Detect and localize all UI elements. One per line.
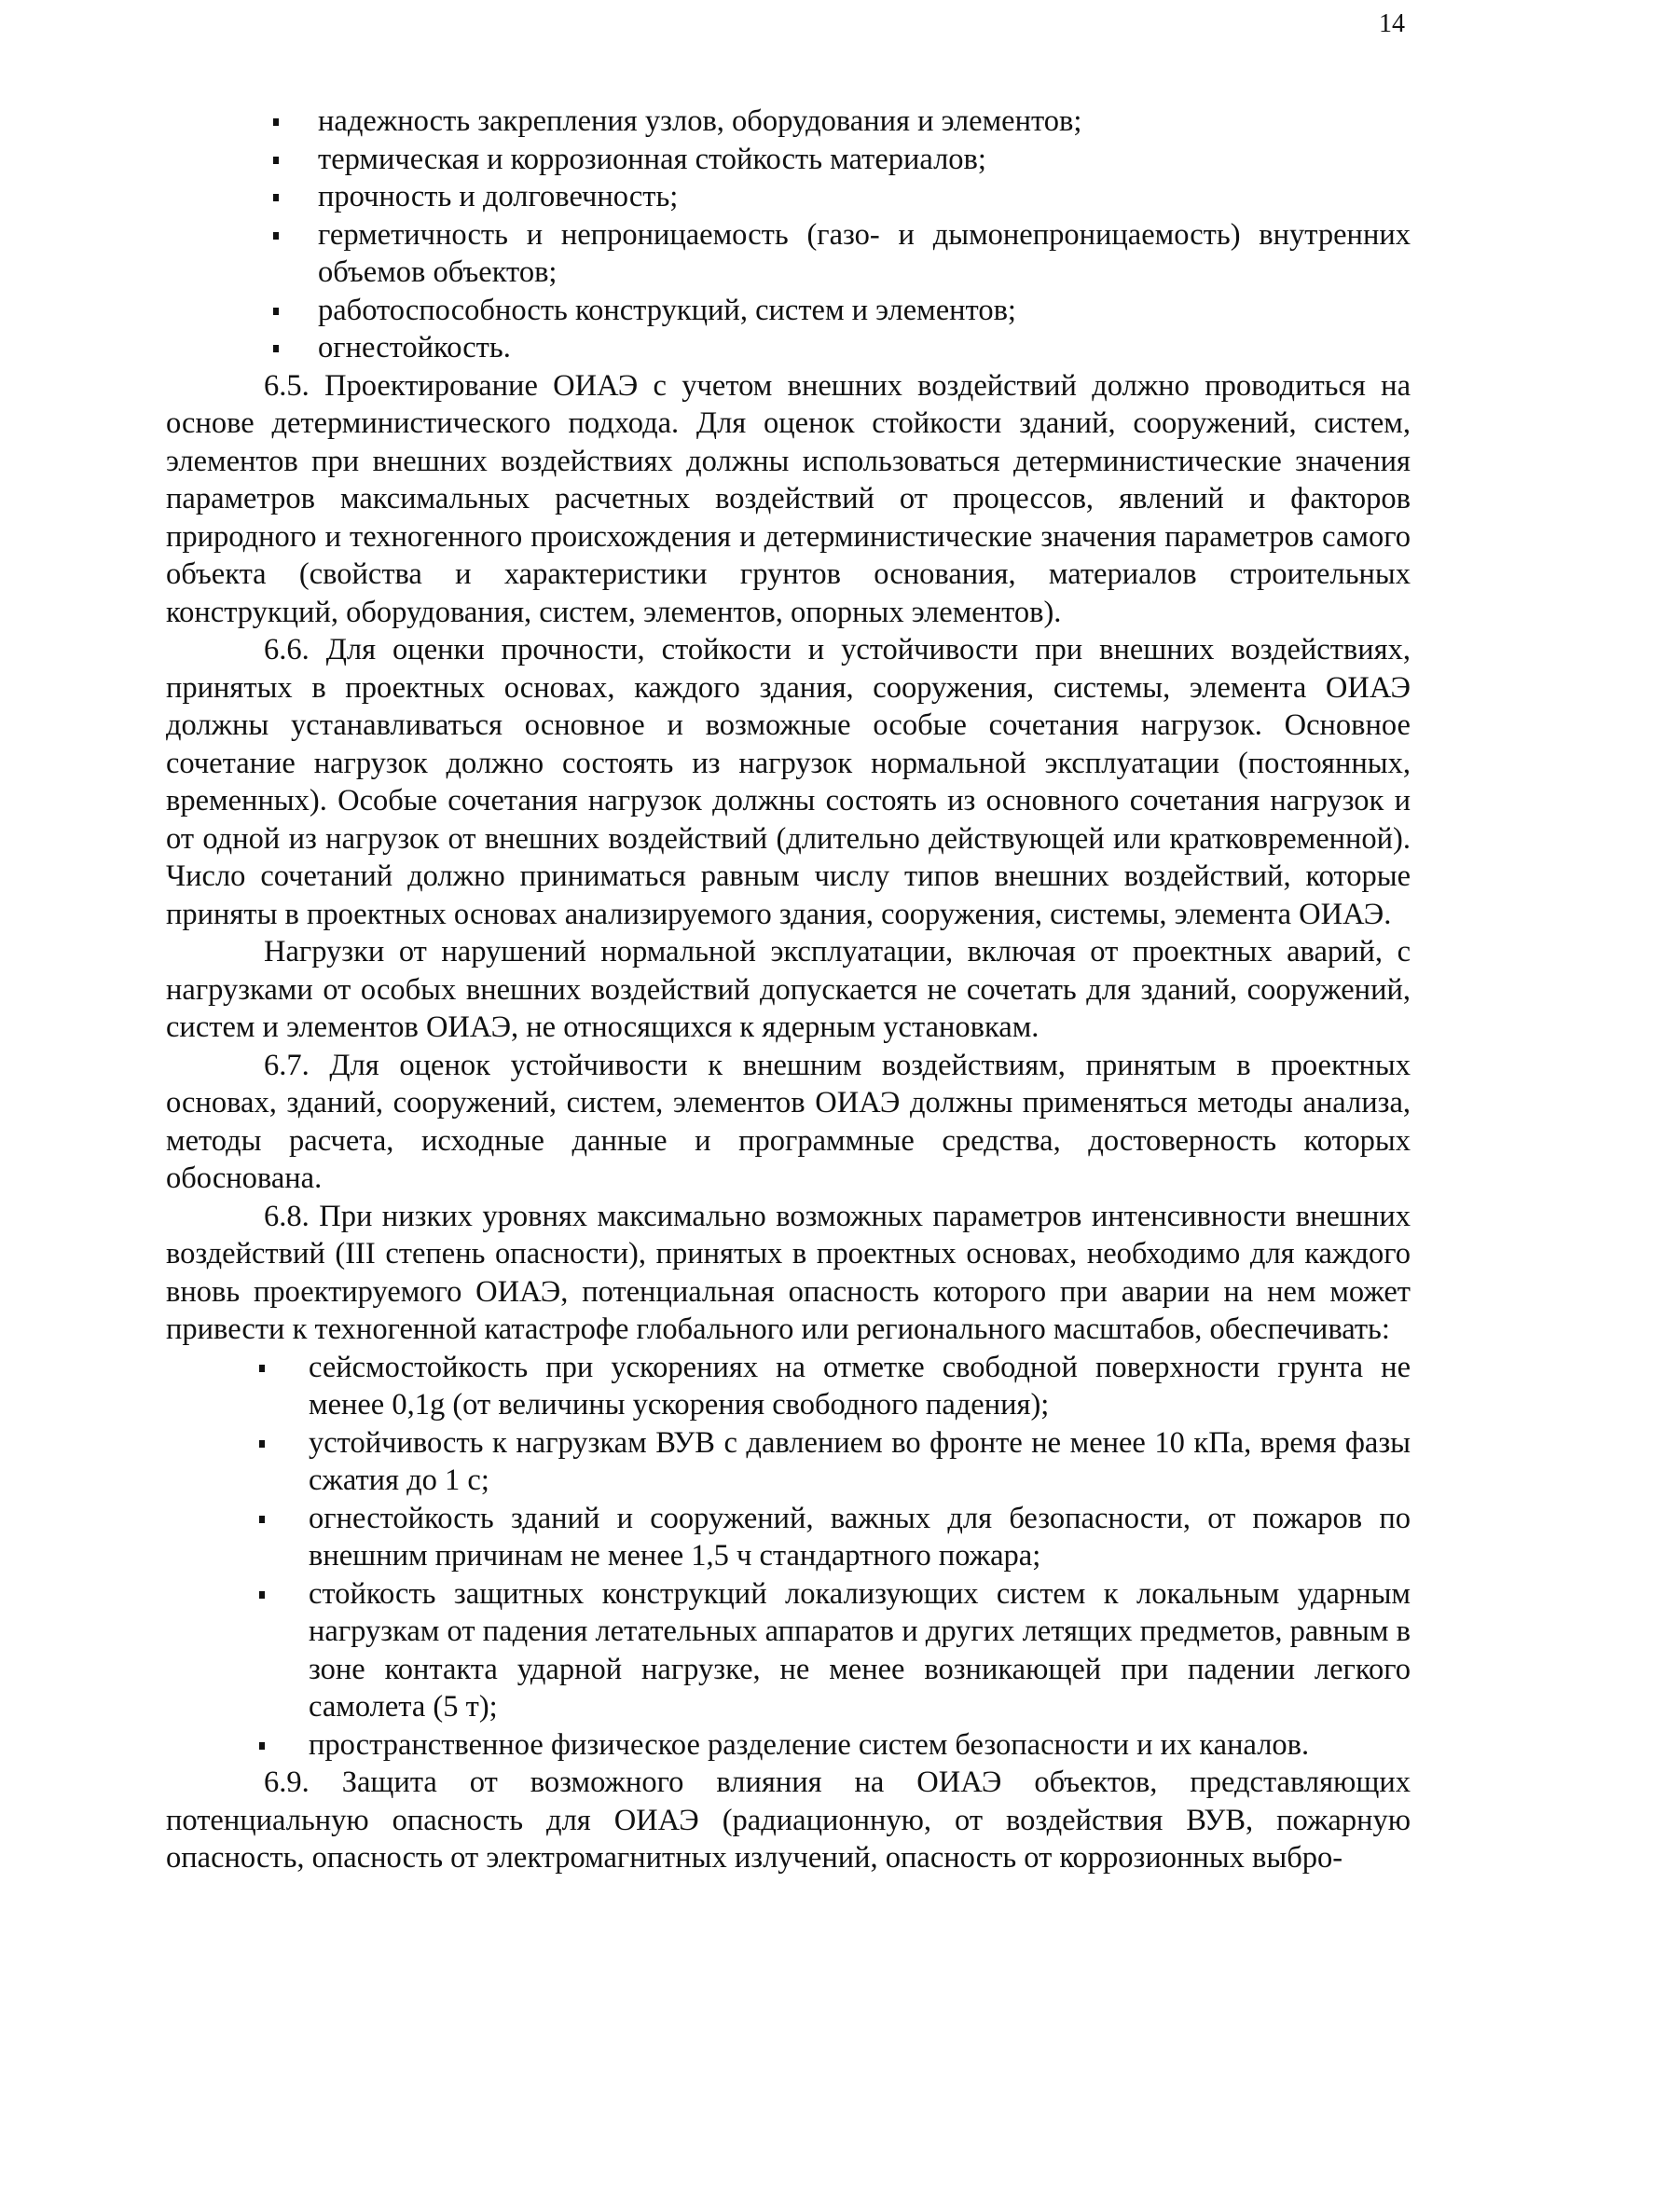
list-item: надежность закрепления узлов, оборудования и элементов; [166, 103, 1411, 141]
paragraph-6-8: 6.8. При низких уровнях максимально возможных параметров интенсивности внешних воздействий (III степень опасности), принятых в проектных основах, необходимо для каждого вновь проектируемого ОИАЭ, потенциальная опасность которого при аварии на нем может привести к техногенной катастрофе глобального или регионального масштабов, обеспечивать: [166, 1199, 1411, 1346]
list-item: стойкость защитных конструкций локализующих систем к локальным ударным нагрузкам от падения летательных аппаратов и других летящих предметов, равным в зоне контакта ударной нагрузке, не менее возникающей при падении легкого самолета (5 т); [166, 1575, 1411, 1726]
list-item: пространственное физическое разделение систем безопасности и их каналов. [166, 1726, 1411, 1765]
list-item: прочность и долговечность; [166, 178, 1411, 216]
bullet-list-requirements [166, 103, 1411, 367]
list-item: устойчивость к нагрузкам ВУВ с давлением во фронте не менее 10 кПа, время фазы сжатия до 1 с; [166, 1424, 1411, 1500]
paragraph-6-6: 6.6. Для оценки прочности, стойкости и устойчивости при внешних воздействиях, принятых в проектных основах, каждого здания, сооружения, системы, элемента ОИАЭ должны устанавливаться основное и возможные особые сочетания нагрузок. Основное сочетание нагрузок должно состоять из нагрузок нормальной эксплуатации (постоянных, временных). Особые сочетания нагрузок должны состоять из основного сочетания нагрузок и от одной из нагрузок от внешних воздействий (длительно действующей или кратковременной). Число сочетаний должно приниматься равным числу типов внешних воздействий, которые приняты в проектных основах анализируемого здания, сооружения, системы, элемента ОИАЭ. [166, 633, 1411, 931]
bullet-list-provisions [166, 1349, 1411, 1765]
list-item: сейсмостойкость при ускорениях на отметке свободной поверхности грунта не менее 0,1g (от величины ускорения свободного падения); [166, 1349, 1411, 1424]
list-item: термическая и коррозионная стойкость материалов; [166, 141, 1411, 179]
paragraph-6-5: 6.5. Проектирование ОИАЭ с учетом внешних воздействий должно проводиться на основе детерминистического подхода. Для оценок стойкости зданий, сооружений, систем, элементов при внешних воздействиях должны использоваться детерминистические значения параметров максимальных расчетных воздействий от процессов, явлений и факторов природного и техногенного происхождения и детерминистические значения параметров самого объекта (свойства и характеристики грунтов основания, материалов строительных конструкций, оборудования, систем, элементов, опорных элементов). [166, 368, 1411, 629]
list-item: работоспособность конструкций, систем и элементов; [166, 292, 1411, 330]
list-item: огнестойкость зданий и сооружений, важных для безопасности, от пожаров по внешним причинам не менее 1,5 ч стандартного пожара; [166, 1500, 1411, 1575]
document-body [166, 103, 1411, 1877]
page-number: 14 [1379, 9, 1405, 38]
paragraph-6-9: 6.9. Защита от возможного влияния на ОИАЭ объектов, представляющих потенциальную опасность для ОИАЭ (радиационную, от воздействия ВУВ, пожарную опасность, опасность от электромагнитных излучений, опасность от коррозионных выбро- [166, 1765, 1411, 1875]
list-item: герметичность и непроницаемость (газо- и дымонепроницаемость) внутренних объемов объектов; [166, 216, 1411, 292]
paragraph-6-7: 6.7. Для оценок устойчивости к внешним воздействиям, принятым в проектных основах, зданий, сооружений, систем, элементов ОИАЭ должны применяться методы анализа, методы расчета, исходные данные и программные средства, достоверность которых обоснована. [166, 1048, 1411, 1195]
paragraph-loads: Нагрузки от нарушений нормальной эксплуатации, включая от проектных аварий, с нагрузками от особых внешних воздействий допускается не сочетать для зданий, сооружений, систем и элементов ОИАЭ, не относящихся к ядерным установкам. [166, 935, 1411, 1044]
list-item: огнестойкость. [166, 329, 1411, 367]
